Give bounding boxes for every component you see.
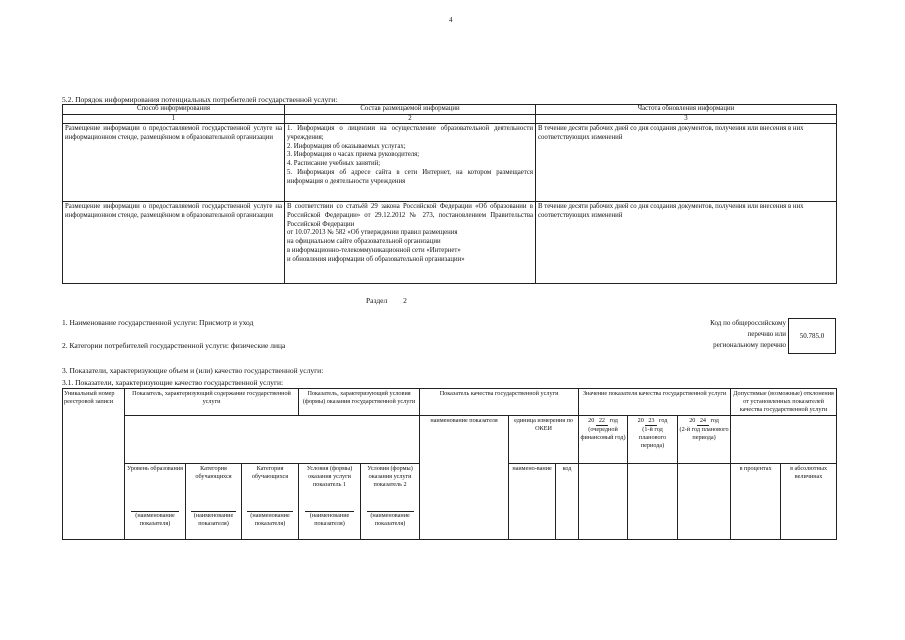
header-year-3 xyxy=(678,416,731,464)
subheader-caption: (наименование показателя) xyxy=(370,512,410,528)
registry-code-label-line: перечню или xyxy=(747,330,786,339)
registry-code-label-line: региональному перечню xyxy=(713,341,786,350)
empty-cell xyxy=(628,464,678,540)
year-value: 24 xyxy=(697,417,709,426)
subheader-caption: (наименование показателя) xyxy=(309,512,350,528)
subheader-condition-2: Условия (формы) оказания услуги показатель 2 xyxy=(367,465,413,489)
year-value: 22 xyxy=(596,417,608,426)
subheader-cell xyxy=(299,464,361,540)
col-number: 1 xyxy=(63,114,285,124)
frequency-cell: В течение десяти рабочих дней со дня создания документов, получения или внесения в них соответствующих изменений xyxy=(536,202,837,284)
method-cell: Размещение информации о предоставляемой государственной услуге на информационном стенде, размещённом в образовательной организации xyxy=(63,202,285,284)
header-year-1 xyxy=(579,416,628,464)
content-line: 4. Расписание учебных занятий; xyxy=(287,160,381,168)
subheader-absolute: в абсолютных величинах xyxy=(781,464,837,540)
header-allowed-deviations: Допустимые (возможные) отклонения от установленных показателей качества государственной услуги xyxy=(731,389,837,416)
section-3-title: 3. Показатели, характеризующие объем и (или) качество государственной услуги: xyxy=(62,366,324,375)
year-note: (1-й год планового периода) xyxy=(639,426,667,450)
subheader-percent: в процентах xyxy=(731,464,781,540)
subheader-cell xyxy=(242,464,299,540)
subheader-student-category-2: Категория обучающихся xyxy=(251,465,289,481)
registry-code-label xyxy=(683,318,786,351)
col-number: 2 xyxy=(285,114,536,124)
year-suffix: год xyxy=(710,417,719,425)
content-line: 5. Информация об адресе сайта в сети Интернет, на котором размещается информация о деятельности учреждения xyxy=(287,168,533,185)
content-line: 3. Информация о часах приема руководителя; xyxy=(287,151,420,159)
empty-cell xyxy=(579,464,628,540)
registry-code-value: 50.785.0 xyxy=(799,332,825,340)
header-conditions-indicator: Показатель, характеризующий условия (формы) оказания государственной услуги xyxy=(299,389,420,416)
consumer-category: 2. Категории потребителей государственной услуги: физические лица xyxy=(62,341,286,350)
header-unique-number: Уникальный номер реестровой записи xyxy=(63,389,125,540)
year-prefix: 20 xyxy=(689,417,696,425)
header-unit: единица измерения по ОКЕИ xyxy=(509,416,579,464)
content-line: В соответствии со статьёй 29 закона Российской Федерации «Об образовании в Российской Федерации» от 29.12.2012 № 273, постановлением Правительства Российской Федерации xyxy=(287,203,533,228)
col-header-content: Состав размещаемой информации xyxy=(285,105,536,115)
informing-table xyxy=(62,104,837,284)
section-number: 2 xyxy=(403,296,407,305)
registry-code-label-line: Код по общероссийскому xyxy=(710,319,786,327)
subheader-unit-name: наимено-вание xyxy=(509,464,556,540)
quality-indicators-table xyxy=(62,388,837,540)
subheader-condition-1: Условия (формы) оказания услуги показатель 1 xyxy=(306,465,353,489)
header-indicator-name: наименование показателя xyxy=(420,416,509,540)
year-note: (очередной финансовый год) xyxy=(580,426,626,442)
col-number: 3 xyxy=(536,114,837,124)
table-row xyxy=(63,124,837,202)
service-name: 1. Наименование государственной услуги: Присмотр и уход xyxy=(62,318,254,327)
content-cell xyxy=(285,202,536,284)
subheader-cell xyxy=(125,464,186,540)
empty-cell xyxy=(678,464,731,540)
page-number: 4 xyxy=(449,16,453,24)
content-line: от 10.07.2013 № 582 «Об утверждении правил размещения xyxy=(287,229,458,237)
content-line: на официальном сайте образовательной организации xyxy=(287,238,441,246)
subheader-caption: (наименование показателя) xyxy=(193,512,234,528)
subheader-cell xyxy=(361,464,420,540)
header-content-indicator: Показатель, характеризующий содержание государственной услуги xyxy=(125,389,299,416)
year-prefix: 20 xyxy=(588,417,595,425)
header-quality-indicator: Показатель качества государственной услуги xyxy=(420,389,579,416)
subheader-unit-code: код xyxy=(556,464,579,540)
content-line: в информационно-телекоммуникационной сети «Интернет» xyxy=(287,246,461,254)
content-line: и обновления информации об образовательной организации» xyxy=(287,255,465,263)
section-heading xyxy=(366,296,407,305)
method-cell: Размещение информации о предоставляемой государственной услуге на информационном стенде, размещённом в образовательной организации xyxy=(63,124,285,202)
table-row xyxy=(63,202,837,284)
col-header-frequency: Частота обновления информации xyxy=(536,105,837,115)
subheader-education-level: Уровень образования xyxy=(127,465,183,473)
content-line: 2. Информация об оказываемых услугах; xyxy=(287,142,406,150)
section-5-2-title: 5.2. Порядок информирования потенциальных потребителей государственной услуги: xyxy=(62,95,338,104)
year-note: (2-й год планового периода) xyxy=(679,426,729,442)
frequency-cell: В течение десяти рабочих дней со дня создания документов, получения или внесения в них соответствующих изменений xyxy=(536,124,837,202)
subheader-caption: (наименование показателя) xyxy=(250,512,290,528)
year-prefix: 20 xyxy=(637,417,644,425)
header-year-2 xyxy=(628,416,678,464)
year-suffix: год xyxy=(658,417,668,425)
section-label: Раздел xyxy=(366,296,388,305)
subheader-student-category: Категория обучающихся xyxy=(195,465,232,481)
year-value: 23 xyxy=(645,417,657,426)
header-indicator-values: Значение показателя качества государственной услуги xyxy=(579,389,731,416)
subheader-caption: (наименование показателя) xyxy=(135,512,175,528)
registry-code-box xyxy=(788,318,836,354)
content-cell xyxy=(285,124,536,202)
year-suffix: год xyxy=(609,417,618,425)
section-3-1-title: 3.1. Показатели, характеризующие качество государственной услуги: xyxy=(62,378,284,387)
col-header-method: Способ информирования xyxy=(63,105,285,115)
subheader-cell xyxy=(186,464,242,540)
content-line: 1. Информация о лицензии на осуществление образовательной деятельности учреждения; xyxy=(287,125,533,142)
